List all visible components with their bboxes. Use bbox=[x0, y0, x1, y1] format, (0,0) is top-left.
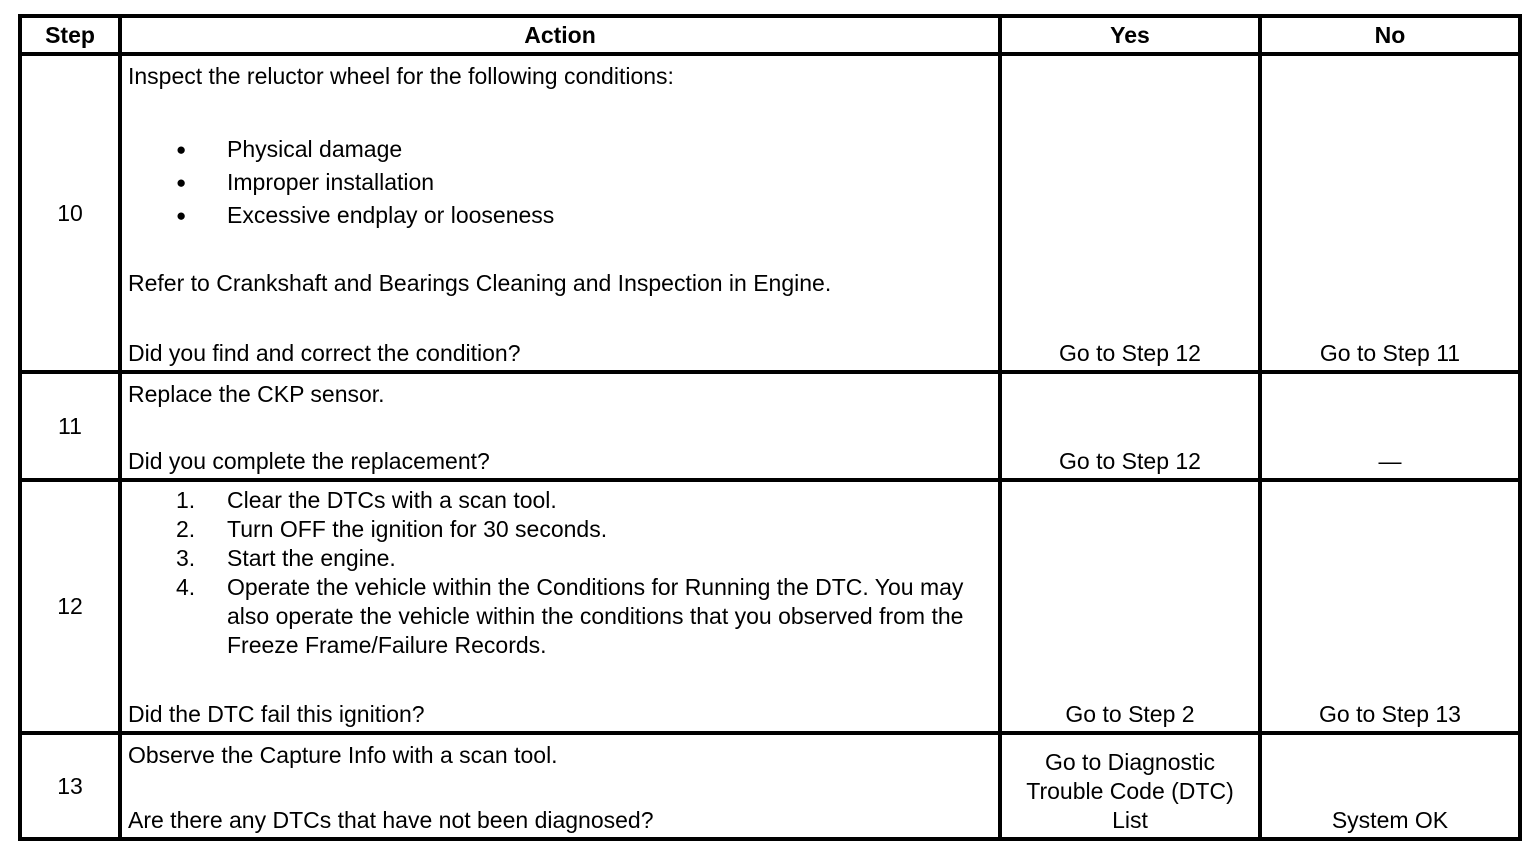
reference-text: Refer to Crankshaft and Bearings Cleaning and Inspection in Engine. bbox=[128, 270, 832, 296]
yes-answer: Go to Step 12 bbox=[1000, 372, 1260, 480]
yes-line: List bbox=[1112, 807, 1148, 833]
list-item bbox=[128, 573, 992, 660]
action-cell bbox=[120, 480, 1000, 733]
action-cell bbox=[120, 733, 1000, 839]
question-text: Did the DTC fail this ignition? bbox=[128, 701, 425, 727]
no-answer: System OK bbox=[1260, 733, 1520, 839]
list-item bbox=[128, 544, 992, 573]
item-number: 4. bbox=[176, 574, 196, 600]
action-cell bbox=[120, 372, 1000, 480]
table-row bbox=[20, 480, 1520, 733]
step-number: 13 bbox=[20, 733, 120, 839]
item-text: Turn OFF the ignition for 30 seconds. bbox=[227, 516, 608, 542]
list-item: ● Improper installation bbox=[128, 166, 992, 199]
table-row bbox=[20, 372, 1520, 480]
item-number: 3. bbox=[176, 545, 196, 571]
list-item: ● Excessive endplay or looseness bbox=[128, 199, 992, 232]
table-row bbox=[20, 733, 1520, 839]
list-item bbox=[128, 486, 992, 515]
question-text: Are there any DTCs that have not been diagnosed? bbox=[128, 807, 654, 833]
list-item: ● Physical damage bbox=[128, 133, 992, 166]
header-action: Action bbox=[120, 16, 1000, 54]
action-intro: Inspect the reluctor wheel for the following conditions: bbox=[128, 63, 674, 89]
yes-answer: Go to Step 2 bbox=[1000, 480, 1260, 733]
step-number: 12 bbox=[20, 480, 120, 733]
question-text: Did you find and correct the condition? bbox=[128, 340, 521, 366]
condition-list bbox=[128, 133, 992, 232]
list-item bbox=[128, 515, 992, 544]
no-answer: Go to Step 11 bbox=[1260, 54, 1520, 372]
yes-line: Trouble Code (DTC) bbox=[1026, 778, 1234, 804]
action-intro: Observe the Capture Info with a scan tool. bbox=[128, 742, 558, 768]
header-row bbox=[20, 16, 1520, 54]
action-intro: Replace the CKP sensor. bbox=[128, 381, 385, 407]
yes-line: Go to Diagnostic bbox=[1044, 749, 1216, 775]
header-yes: Yes bbox=[1000, 16, 1260, 54]
yes-answer bbox=[1000, 733, 1260, 839]
table-row bbox=[20, 54, 1520, 372]
action-cell bbox=[120, 54, 1000, 372]
yes-answer: Go to Step 12 bbox=[1000, 54, 1260, 372]
header-step: Step bbox=[20, 16, 120, 54]
item-text: Operate the vehicle within the Conditions for Running the DTC. You may also operate the vehicle within the conditions that you observed from the Freeze Frame/Failure Records. bbox=[227, 574, 964, 658]
question-text: Did you complete the replacement? bbox=[128, 448, 490, 474]
diagnostic-table bbox=[18, 14, 1522, 841]
procedure-list bbox=[128, 486, 992, 660]
no-answer: Go to Step 13 bbox=[1260, 480, 1520, 733]
step-number: 11 bbox=[20, 372, 120, 480]
step-number: 10 bbox=[20, 54, 120, 372]
item-text: Clear the DTCs with a scan tool. bbox=[227, 487, 557, 513]
item-text: Start the engine. bbox=[227, 545, 396, 571]
no-answer: — bbox=[1260, 372, 1520, 480]
header-no: No bbox=[1260, 16, 1520, 54]
item-number: 1. bbox=[176, 487, 196, 513]
item-number: 2. bbox=[176, 516, 196, 542]
